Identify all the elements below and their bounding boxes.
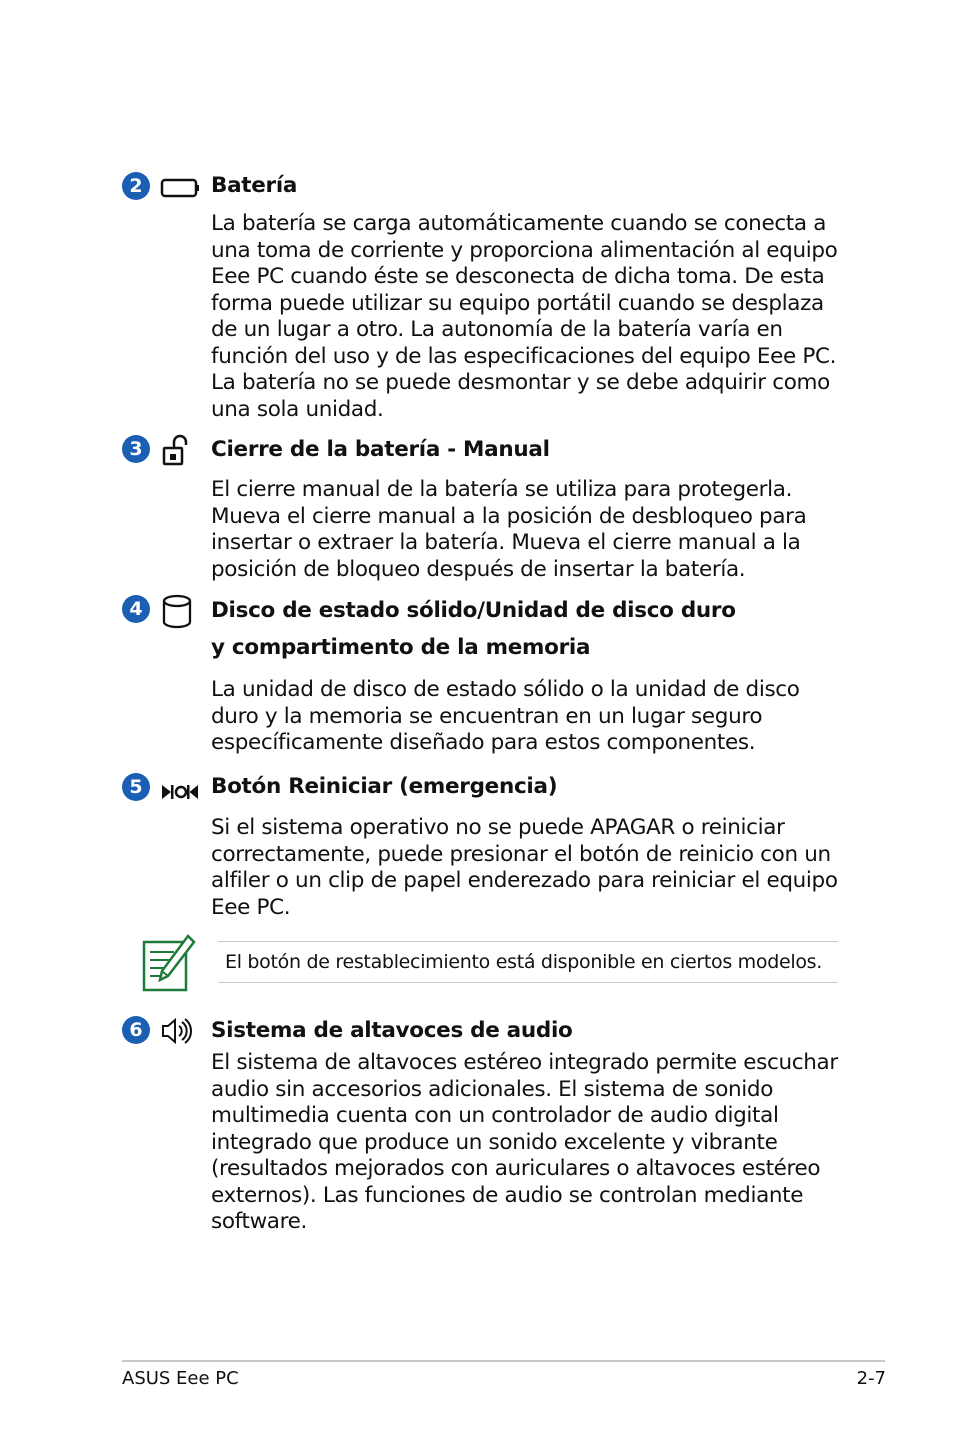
section-title: Batería [211,173,298,198]
section-number-badge: 6 [122,1016,150,1044]
lock-icon [160,434,192,470]
section-title: Cierre de la batería - Manual [211,437,550,462]
section-number-badge: 2 [122,172,150,200]
section-title-line2: y compartimento de la memoria [211,635,591,660]
section-number-badge: 4 [122,595,150,623]
section-text: El sistema de altavoces estéreo integrado permite escuchar audio sin accesorios adicionales. El sistema de sonido multimedia cuenta con un controlador de audio digital integrado que produce un sonido excelente y vibrante (resultados mejorados con auriculares o altavoces estéreo externos). Las funciones de audio se controlan mediante software. [211,1050,838,1234]
section-text: La batería se carga automáticamente cuando se conecta a una toma de corriente y proporciona alimentación al equipo Eee PC cuando éste se desconecta de dicha toma. De esta forma puede utilizar su equipo portátil cuando se desplaza de un lugar a otro. La autonomía de la batería varía en función del uso y de las especificaciones del equipo Eee PC. La batería no se puede desmontar y se debe adquirir como una sola unidad. [211,211,838,422]
note-pencil-icon [140,934,196,998]
reset-icon [160,781,200,807]
disk-icon [160,594,194,634]
note-text: El botón de restablecimiento está disponible en ciertos modelos. [225,951,822,973]
section-title: Botón Reiniciar (emergencia) [211,774,558,799]
section-text: Si el sistema operativo no se puede APAGAR o reiniciar correctamente, puede presionar el botón de reinicio con un alfiler o un clip de papel enderezado para reiniciar el equipo Eee PC. [211,815,838,920]
battery-icon [160,176,200,204]
note-box [218,941,838,983]
footer-page-number: 2-7 [856,1368,886,1389]
section-title: Sistema de altavoces de audio [211,1018,573,1043]
section-text: El cierre manual de la batería se utiliza para protegerla. Mueva el cierre manual a la posición de desbloqueo para insertar o extraer la batería. Mueva el cierre manual a la posición de bloqueo después de insertar la batería. [211,477,807,582]
footer-product-name: ASUS Eee PC [122,1368,239,1389]
section-number-badge: 5 [122,773,150,801]
section-number-badge: 3 [122,435,150,463]
footer-divider [122,1360,885,1362]
section-text: La unidad de disco de estado sólido o la unidad de disco duro y la memoria se encuentran en un lugar seguro específicamente diseñado para estos componentes. [211,677,800,755]
speaker-icon [160,1016,192,1050]
section-title-line1: Disco de estado sólido/Unidad de disco duro [211,598,736,623]
